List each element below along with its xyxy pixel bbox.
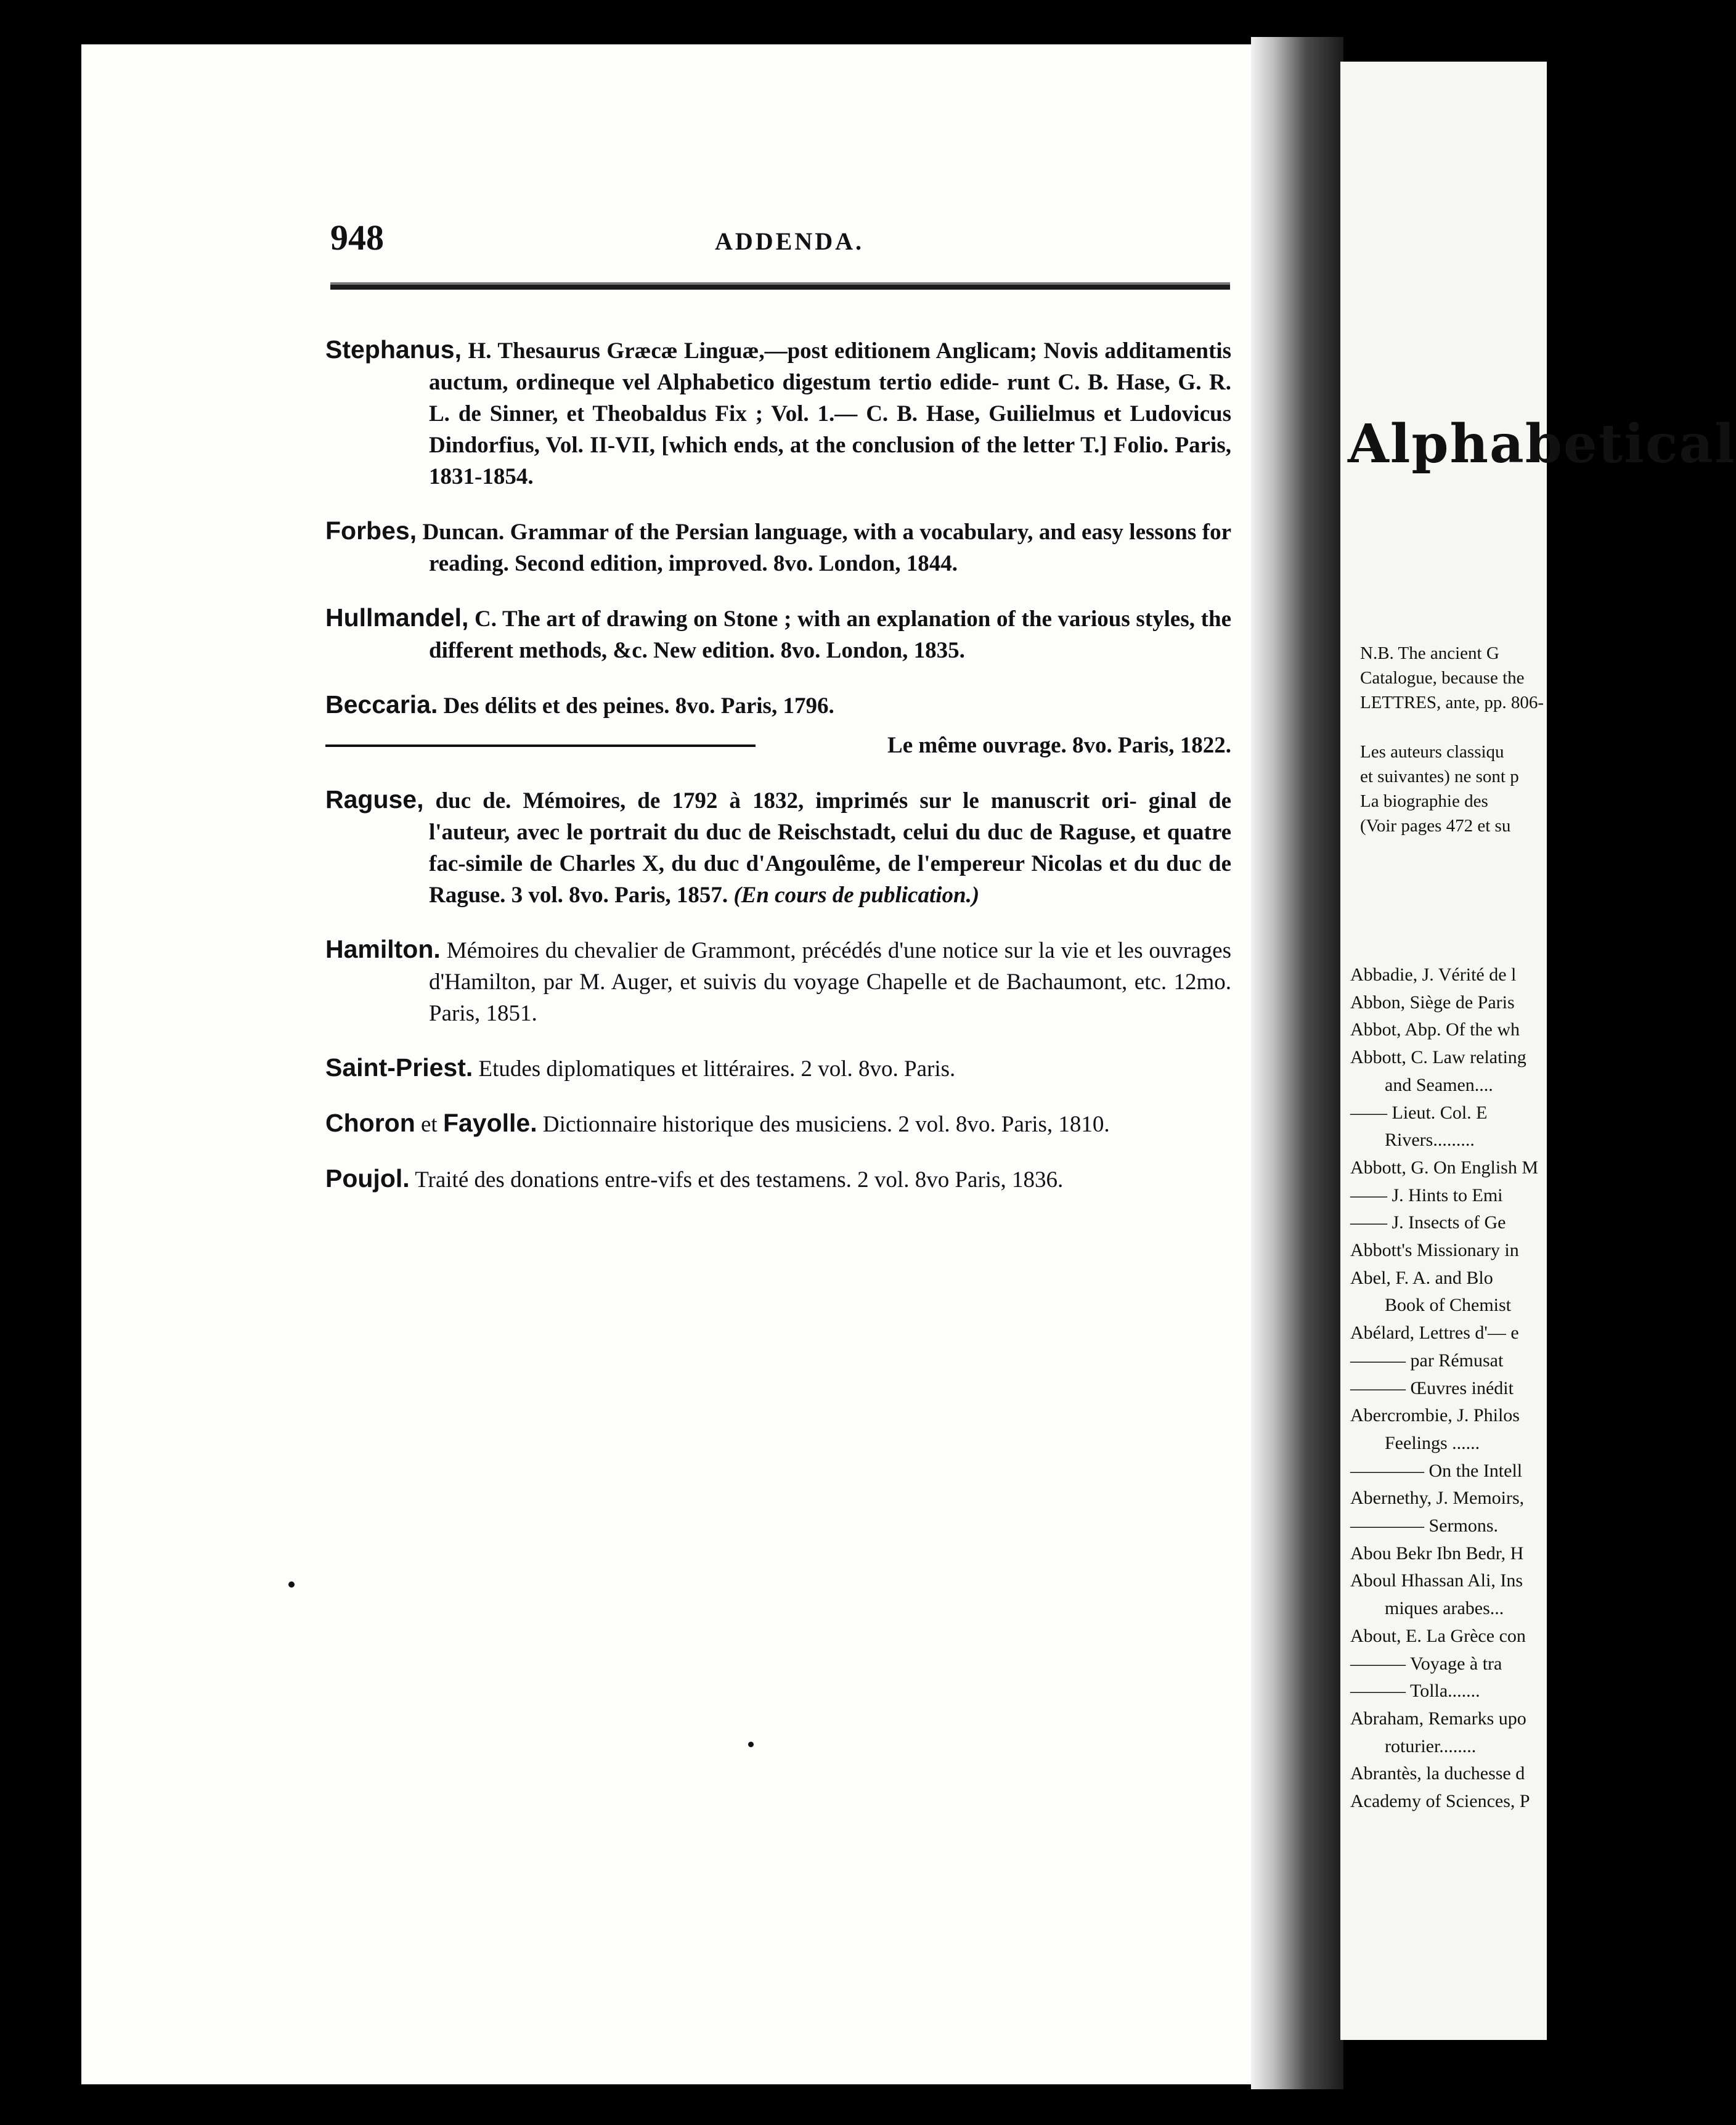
right-page-index-line: roturier........ [1385,1735,1477,1756]
entry-text: H. Thesaurus Græcæ Linguæ,—post editionem Anglicam; Novis additamentis auctum, ordineque vel Alphabetico digestum tertio edide- runt C. B. Hase, G. R. L. de Sinner, et Theobaldus Fix ; Vol. 1.— C. B. Hase, Guilielmus et Ludovicus Dindorfius, Vol. II-VII, [which ends, at the conclusion of the letter T.] Folio. Paris, 1831-1854. [429,338,1231,489]
entry-author: Forbes, [325,516,417,545]
entry-text: Des délits et des peines. 8vo. Paris, 1796. [438,693,834,719]
entry-text: Traité des donations entre-vifs et des testamens. 2 vol. 8vo Paris, 1836. [409,1167,1064,1193]
right-page-index-line: Rivers......... [1385,1130,1475,1151]
right-page-index-line: Abbott's Missionary in [1350,1240,1519,1261]
running-head: ADDENDA. [715,227,864,255]
entry-italic-note: (En cours de publication.) [733,883,980,908]
right-page-index-line: ——— Œuvres inédit [1350,1377,1514,1398]
header-rule [330,282,1230,290]
entry-author: Hullmandel, [325,603,469,632]
entry-raguse [325,784,1231,911]
entry-author: Hamilton. [325,935,441,963]
right-page-index-line: Abbon, Siège de Paris [1350,992,1515,1013]
right-page-index-line: ——— Voyage à tra [1350,1653,1502,1674]
right-page-index-line: Abbadie, J. Vérité de l [1350,965,1517,985]
right-page-index-line: —— J. Insects of Ge [1350,1212,1506,1233]
entry-choron-fayolle [325,1107,1231,1140]
right-page [1340,62,1736,2040]
entry-saint-priest [325,1052,1231,1085]
right-page-note-line [1360,715,1557,740]
entry-beccaria-reprint [325,730,1231,761]
entry-text: duc de. Mémoires, de 1792 à 1832, imprimés sur le manuscrit ori- ginal de l'auteur, avec le portrait du duc de Reischstadt, celui du duc de Raguse, et quatre fac-simile de Charles X, du duc d'Angoulême, de l'empereur Nicolas et du duc de Raguse. 3 vol. 8vo. Paris, 1857. [423,788,1231,908]
entry-hullmandel [325,602,1231,666]
right-page-index-line: Abraham, Remarks upo [1350,1708,1526,1729]
right-page-index-line: Abbott, G. On English M [1350,1157,1539,1178]
right-page-title: Alphabetical [1348,413,1736,475]
right-page-note-line: La biographie des [1360,791,1488,811]
book-gutter [1251,37,1343,2089]
scan-speck [288,1581,295,1588]
entry-author: Raguse, [325,785,424,814]
right-page-note-line: Catalogue, because the [1360,668,1525,688]
right-page-index-line: Feelings ...... [1385,1432,1480,1453]
entry-text: Duncan. Grammar of the Persian language, with a vocabulary, and easy lessons for reading. Second edition, improved. 8vo. London, 1844. [417,520,1231,576]
right-page-note-line: LETTRES, ante, pp. 806- [1360,693,1544,712]
entry-beccaria [325,689,1231,722]
entry-author: Beccaria. [325,690,438,719]
right-page-index-line: Abbot, Abp. Of the wh [1350,1019,1520,1040]
right-page-index-line: —— Lieut. Col. E [1350,1102,1488,1123]
right-page-notes [1360,641,1557,838]
right-page-index-line: Abou Bekr Ibn Bedr, H [1350,1543,1524,1564]
right-page-index-line: About, E. La Grèce con [1350,1625,1526,1646]
entry-poujol [325,1163,1231,1196]
right-page-index-line: ——— Tolla....... [1350,1681,1480,1702]
right-page-index-line: Book of Chemist [1385,1295,1512,1316]
right-page-index-line: miques arabes... [1385,1598,1504,1619]
entry-author: Poujol. [325,1164,410,1193]
right-page-index-line: and Seamen.... [1385,1074,1493,1095]
entry-author: Stephanus, [325,335,462,364]
right-page-index-line: Abel, F. A. and Blo [1350,1267,1493,1288]
scan-speck [748,1742,754,1747]
right-page-index-line: Abernethy, J. Memoirs, [1350,1488,1525,1509]
right-page-index-line: ———— Sermons. [1350,1515,1498,1536]
entry-text: Dictionnaire historique des musiciens. 2 vol. 8vo. Paris, 1810. [537,1112,1110,1137]
entry-stephanus [325,334,1231,492]
ditto-rule [325,744,756,747]
entry-author: Choron [325,1109,415,1137]
right-page-index-line: Abrantès, la duchesse d [1350,1763,1525,1784]
entry-author-second: Fayolle. [442,1109,537,1137]
right-page-index-line: Abercrombie, J. Philos [1350,1405,1520,1426]
entry-hamilton [325,934,1231,1029]
right-page-index-line: Abbott, C. Law relating [1350,1047,1526,1068]
entry-author: Saint-Priest. [325,1053,473,1082]
right-page-note-line: et suivantes) ne sont p [1360,767,1519,786]
right-page-index-line: Abélard, Lettres d'— e [1350,1323,1519,1344]
entry-forbes [325,515,1231,579]
right-page-note-line: N.B. The ancient G [1360,643,1499,663]
entry-text: Mémoires du chevalier de Grammont, précédés d'une notice sur la vie et les ouvrages d'Hamilton, par M. Auger, et suivis du voyage Chapelle et de Bachaumont, etc. 12mo. Paris, 1851. [429,938,1231,1026]
right-page-index-line: —— J. Hints to Emi [1350,1185,1503,1205]
entry-joiner: et [415,1112,443,1137]
right-page-index-list [1340,961,1547,1816]
entry-text: Le même ouvrage. 8vo. Paris, 1822. [887,733,1231,758]
addenda-entries [325,311,1231,1204]
right-page-index-line: ———— On the Intell [1350,1460,1523,1481]
right-page-index-line: Academy of Sciences, P [1350,1791,1530,1812]
right-page-index-line: Aboul Hhassan Ali, Ins [1350,1570,1523,1591]
page-number: 948 [330,218,384,258]
right-page-note-line: (Voir pages 472 et su [1360,816,1511,836]
right-page-note-line: Les auteurs classiqu [1360,742,1504,762]
entry-text: C. The art of drawing on Stone ; with an explanation of the various styles, the different methods, &c. New edition. 8vo. London, 1835. [429,606,1231,663]
right-page-index-line: ——— par Rémusat [1350,1350,1504,1371]
entry-text: Etudes diplomatiques et littéraires. 2 vol. 8vo. Paris. [473,1056,956,1082]
